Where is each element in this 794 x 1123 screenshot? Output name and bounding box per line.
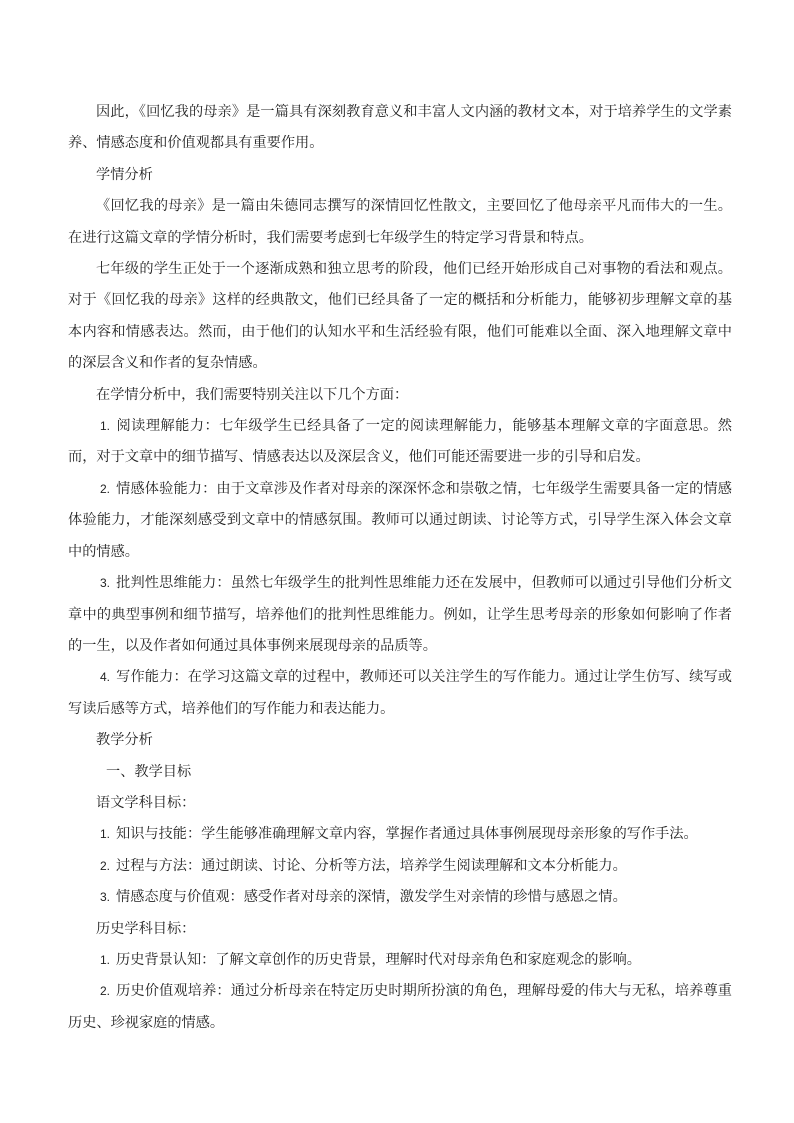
jiaoxue-heading: 教学分析	[96, 732, 153, 749]
list-item-number: 1.	[100, 419, 111, 434]
list-item	[68, 662, 732, 725]
list-item-number: 2.	[100, 481, 111, 496]
list-item-text: 情感体验能力：由于文章涉及作者对母亲的深深怀念和崇敬之情，七年级学生需要具备一定的情感体验能力，才能深刻感受到文章中的情感氛围。教师可以通过朗读、讨论等方式，引导学生深入体会文章中的情感。	[68, 480, 732, 560]
list-item	[68, 474, 732, 568]
mubiao-heading: 一、教学目标	[106, 763, 192, 780]
list-item-text: 知识与技能：学生能够准确理解文章内容，掌握作者通过具体事例展现母亲形象的写作手法。	[116, 826, 698, 843]
list-item	[68, 882, 732, 913]
list-item-number: 2.	[100, 858, 111, 873]
list-item-text: 阅读理解能力：七年级学生已经具备了一定的阅读理解能力，能够基本理解文章的字面意思。然而，对于文章中的细节描写、情感表达以及深层含义，他们可能还需要进一步的引导和启发。	[68, 418, 732, 466]
list-item-text: 情感态度与价值观：感受作者对母亲的深情，激发学生对亲情的珍惜与感恩之情。	[116, 889, 627, 906]
list-item	[68, 851, 732, 882]
lishi-heading: 历史学科目标：	[96, 920, 196, 937]
xueqing-paragraph-1: 《回忆我的母亲》是一篇由朱德同志撰写的深情回忆性散文，主要回忆了他母亲平凡而伟大的一生。在进行这篇文章的学情分析时，我们需要考虑到七年级学生的特定学习背景和特点。	[68, 198, 732, 246]
list-item-text: 写作能力：在学习这篇文章的过程中，教师还可以关注学生的写作能力。通过让学生仿写、续写或写读后感等方式，培养他们的写作能力和表达能力。	[68, 669, 732, 717]
list-item-text: 批判性思维能力：虽然七年级学生的批判性思维能力还在发展中，但教师可以通过引导他们分析文章中的典型事例和细节描写，培养他们的批判性思维能力。例如，让学生思考母亲的形象如何影响了作者的一生，以及作者如何通过具体事例来展现母亲的品质等。	[68, 575, 732, 654]
list-item-text: 历史背景认知：了解文章创作的历史背景，理解时代对母亲角色和家庭观念的影响。	[116, 951, 641, 968]
xueqing-heading: 学情分析	[96, 166, 153, 183]
list-item-number: 3.	[100, 576, 111, 591]
list-item-text: 历史价值观培养：通过分析母亲在特定历史时期所扮演的角色，理解母爱的伟大与无私，培养尊重历史、珍视家庭的情感。	[68, 983, 732, 1031]
list-item	[68, 976, 732, 1039]
intro-paragraph: 因此，《回忆我的母亲》是一篇具有深刻教育意义和丰富人文内涵的教材文本，对于培养学生的文学素养、情感态度和价值观都具有重要作用。	[68, 104, 732, 152]
list-item-number: 3.	[100, 890, 111, 905]
xueqing-paragraph-2: 七年级的学生正处于一个逐渐成熟和独立思考的阶段，他们已经开始形成自己对事物的看法和观点。对于《回忆我的母亲》这样的经典散文，他们已经具备了一定的概括和分析能力，能够初步理解文章的基本内容和情感表达。然而，由于他们的认知水平和生活经验有限，他们可能难以全面、深入地理解文章中的深层含义和作者的复杂情感。	[68, 261, 732, 372]
list-item-number: 2.	[100, 984, 111, 999]
list-item	[68, 568, 732, 662]
document-body	[68, 97, 732, 1039]
list-item-number: 1.	[100, 952, 111, 967]
list-item	[68, 945, 732, 976]
yuwen-heading: 语文学科目标：	[96, 794, 196, 811]
list-item-number: 4.	[100, 670, 111, 685]
xueqing-paragraph-3: 在学情分析中，我们需要特别关注以下几个方面：	[96, 386, 409, 403]
list-item	[68, 411, 732, 474]
list-item	[68, 819, 732, 850]
list-item-text: 过程与方法：通过朗读、讨论、分析等方法，培养学生阅读理解和文本分析能力。	[116, 857, 627, 874]
list-item-number: 1.	[100, 827, 111, 842]
